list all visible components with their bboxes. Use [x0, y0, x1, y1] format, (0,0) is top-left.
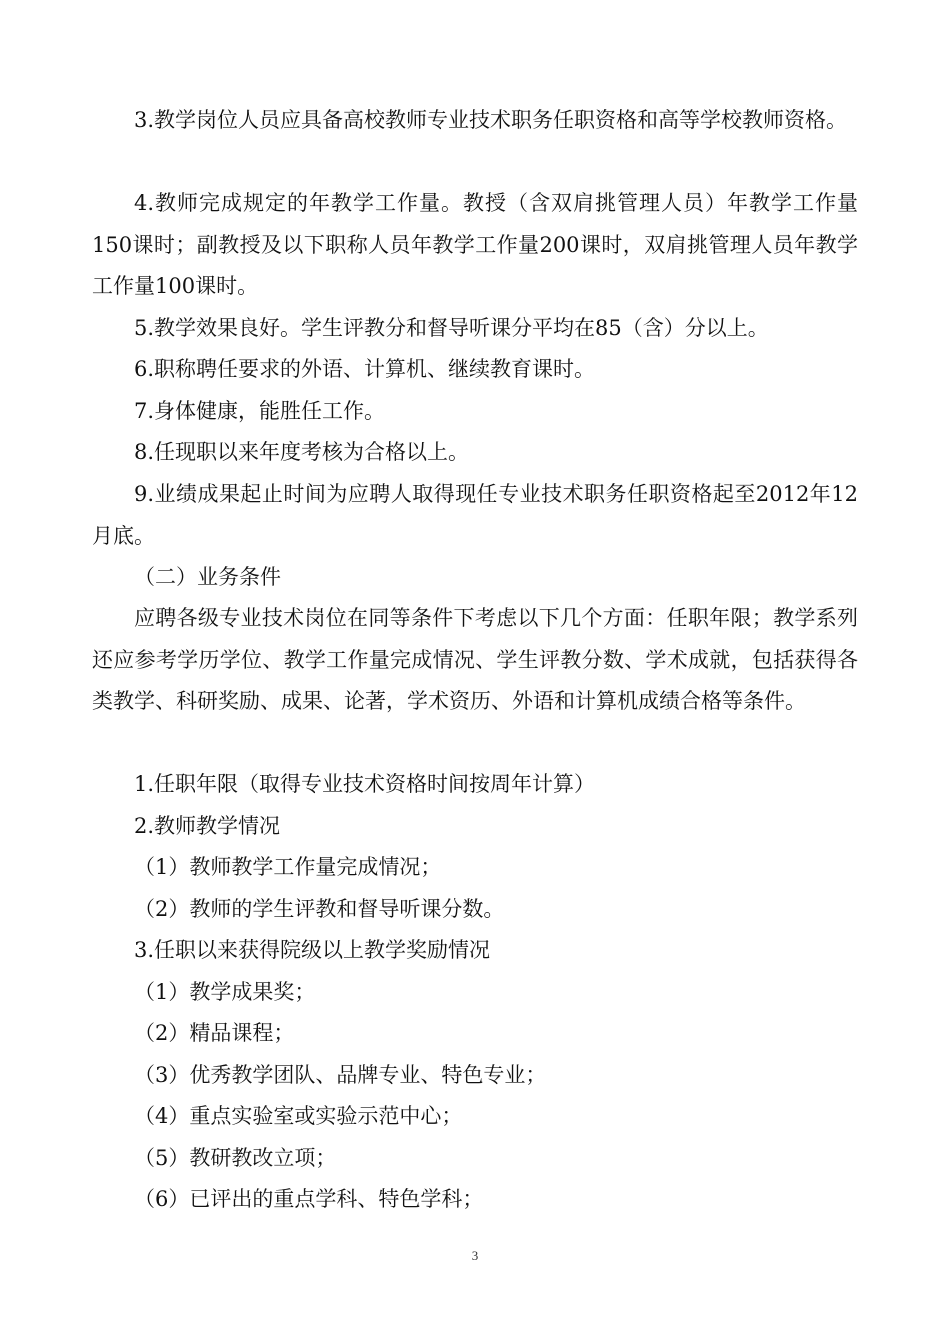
paragraph-item-3: 3.教学岗位人员应具备高校教师专业技术职务任职资格和高等学校教师资格。	[134, 108, 848, 132]
paragraph-item-4: 4.教师完成规定的年教学工作量。教授（含双肩挑管理人员）年教学工作量150课时；副教授及以下职称人员年教学工作量200课时，双肩挑管理人员年教学工作量100课时。	[92, 191, 858, 298]
sub-item-teaching-team: （3）优秀教学团队、品牌专业、特色专业；	[134, 1063, 547, 1087]
paragraph-item-5: 5.教学效果良好。学生评教分和督导听课分平均在85（含）分以上。	[134, 316, 769, 340]
sub-item-quality-course: （2）精品课程；	[134, 1021, 295, 1045]
list-item-tenure: 1.任职年限（取得专业技术资格时间按周年计算）	[134, 772, 596, 796]
paragraph-item-6: 6.职称聘任要求的外语、计算机、继续教育课时。	[134, 357, 596, 381]
sub-item-key-lab: （4）重点实验室或实验示范中心；	[134, 1104, 463, 1128]
section-heading-business: （二）业务条件	[134, 565, 281, 589]
page-number: 3	[471, 1248, 479, 1263]
sub-item-key-discipline: （6）已评出的重点学科、特色学科；	[134, 1187, 484, 1211]
sub-item-workload: （1）教师教学工作量完成情况；	[134, 855, 442, 879]
paragraph-item-8: 8.任现职以来年度考核为合格以上。	[134, 440, 470, 464]
sub-item-achievement-award: （1）教学成果奖；	[134, 980, 316, 1004]
list-item-teaching: 2.教师教学情况	[134, 814, 281, 838]
paragraph-business-conditions: 应聘各级专业技术岗位在同等条件下考虑以下几个方面：任职年限；教学系列还应参考学历学位、教学工作量完成情况、学生评教分数、学术成就，包括获得各类教学、科研奖励、成果、论著，学术资历、外语和计算机成绩合格等条件。	[92, 606, 858, 713]
sub-item-evaluation: （2）教师的学生评教和督导听课分数。	[134, 897, 505, 921]
paragraph-item-7: 7.身体健康，能胜任工作。	[134, 399, 386, 423]
paragraph-item-9: 9.业绩成果起止时间为应聘人取得现任专业技术职务任职资格起至2012年12月底。	[92, 482, 858, 548]
sub-item-research-project: （5）教研教改立项；	[134, 1146, 337, 1170]
list-item-awards: 3.任职以来获得院级以上教学奖励情况	[134, 938, 491, 962]
